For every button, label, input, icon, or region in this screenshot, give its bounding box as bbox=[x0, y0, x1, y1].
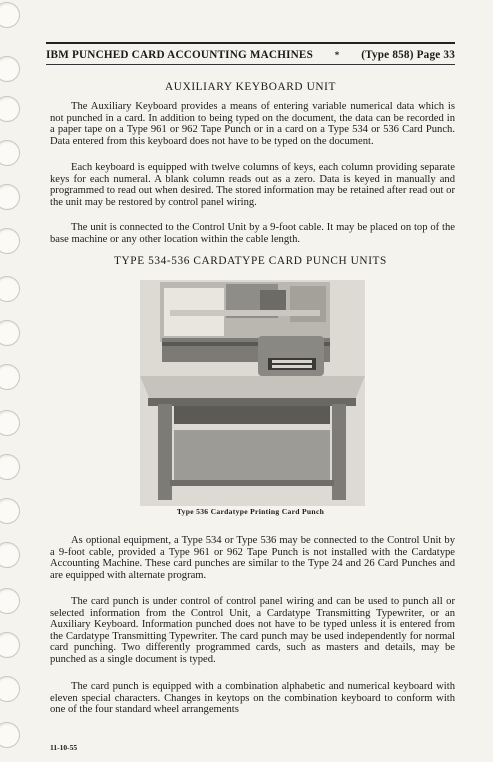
binder-hole bbox=[0, 364, 20, 390]
paragraph: The card punch is equipped with a combination alphabetic and numerical keyboard with eleven special characters. Changes in keytops on the combination keyboard to conform with one of the four standard wheel arrangements bbox=[50, 681, 455, 716]
binder-hole bbox=[0, 56, 20, 82]
header-separator: * bbox=[334, 50, 340, 60]
paragraph: The unit is connected to the Control Unit by a 9-foot cable. It may be placed on top of the base machine or any other location within the cable length. bbox=[50, 222, 455, 245]
paragraph: The card punch is under control of control panel wiring and can be used to punch all or selected information from the Control Unit, a Cardatype Transmitting Typewriter, or an Auxiliary Keyboard. Information punched does not have to be typed unless it is entered from the Cardatype Transmitting Typewriter. The card punch may be used independently for normal card punching. Two differently programmed cards, such as masters and details, may be punched as a single document is typed. bbox=[50, 596, 455, 665]
binder-hole bbox=[0, 498, 20, 524]
binder-hole bbox=[0, 722, 20, 748]
binder-hole bbox=[0, 410, 20, 436]
binder-hole bbox=[0, 454, 20, 480]
paragraph: The Auxiliary Keyboard provides a means of entering variable numerical data which is not punched in a card. In addition to being typed on the document, the data can be recorded in a paper tape on a Type 961 or 962 Tape Punch or in a card on a Type 534 or 536 Card Punch. Data entered from this keyboard does not have to be typed on the document. bbox=[50, 101, 455, 147]
binder-hole bbox=[0, 140, 20, 166]
binder-hole bbox=[0, 96, 20, 122]
binder-hole bbox=[0, 676, 20, 702]
running-header bbox=[46, 47, 455, 63]
binder-hole bbox=[0, 542, 20, 568]
header-rule-top bbox=[46, 42, 455, 44]
binder-hole bbox=[0, 2, 20, 28]
paragraph: Each keyboard is equipped with twelve columns of keys, each column providing separate keys for each numeral. A blank column reads out as a zero. Data is keyed in manually and programmed to read out when desired. The stored information may be retained after read out or the unit may be restored by control panel wiring. bbox=[50, 162, 455, 208]
header-title: IBM PUNCHED CARD ACCOUNTING MACHINES bbox=[46, 49, 314, 61]
binder-hole bbox=[0, 632, 20, 658]
header-rule-bottom bbox=[46, 64, 455, 65]
binder-hole bbox=[0, 184, 20, 210]
figure-caption: Type 536 Cardatype Printing Card Punch bbox=[176, 507, 325, 516]
section-title-auxiliary-keyboard: AUXILIARY KEYBOARD UNIT bbox=[165, 81, 336, 93]
paragraph: As optional equipment, a Type 534 or Type 536 may be connected to the Control Unit by a 9-foot cable, provided a Type 961 or 962 Tape Punch is not installed with the Cardatype Accounting Machine. These card punches are similar to the Type 24 and 26 Card Punches and are equipped with alternate program. bbox=[50, 535, 455, 581]
binder-hole bbox=[0, 320, 20, 346]
section-title-cardatype-card-punch: TYPE 534-536 CARDATYPE CARD PUNCH UNITS bbox=[114, 255, 387, 267]
binder-hole bbox=[0, 228, 20, 254]
footer-date: 11-10-55 bbox=[50, 743, 78, 752]
binder-hole bbox=[0, 276, 20, 302]
header-page-number: (Type 858) Page 33 bbox=[361, 49, 455, 61]
binder-hole bbox=[0, 588, 20, 614]
card-punch-photo bbox=[140, 280, 365, 506]
